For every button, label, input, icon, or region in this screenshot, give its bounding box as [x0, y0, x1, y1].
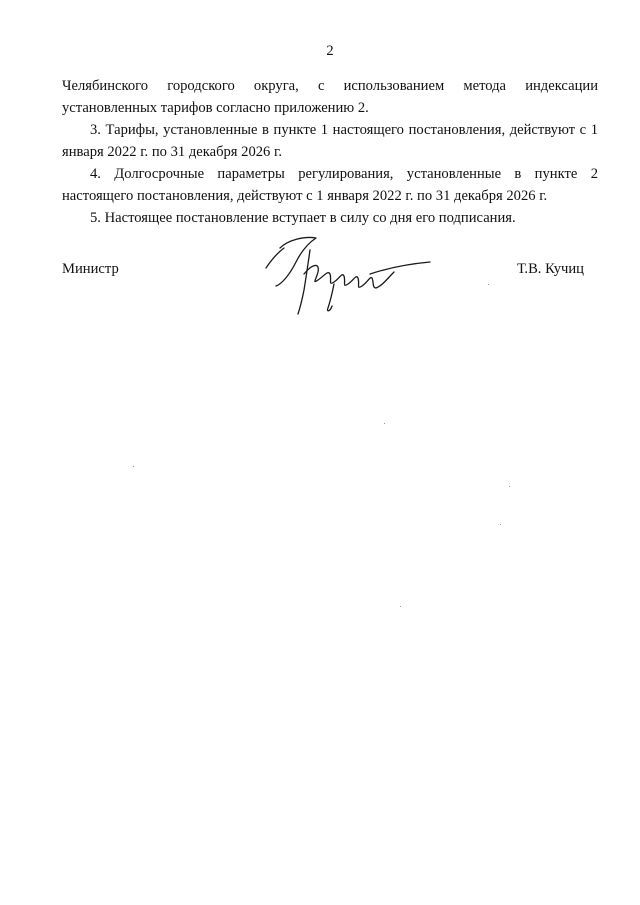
paragraph-3: 3. Тарифы, установленные в пункте 1 настоящего постановления, действуют с 1 января 2022 г. по 31 декабря 2026 г. — [62, 122, 598, 160]
scan-speck — [509, 486, 510, 487]
scan-speck — [133, 466, 134, 467]
paragraph-5: 5. Настоящее постановление вступает в силу со дня его подписания. — [90, 210, 516, 226]
page-number: 2 — [326, 43, 334, 59]
signatory-name: Т.В. Кучиц — [516, 261, 584, 277]
document-body — [62, 75, 598, 229]
signatory-title: Министр — [62, 261, 119, 277]
paragraph-continuation: Челябинского городского округа, с использованием метода индексации установленных тарифов согласно приложению 2. — [62, 78, 598, 116]
handwritten-signature — [258, 228, 438, 320]
scan-speck — [384, 423, 385, 424]
scan-speck — [400, 606, 401, 607]
paragraph-4: 4. Долгосрочные параметры регулирования, установленные в пункте 2 настоящего постановления, действуют с 1 января 2022 г. по 31 декабря 2026 г. — [62, 166, 598, 204]
scan-speck — [488, 284, 489, 285]
scan-speck — [500, 524, 501, 525]
